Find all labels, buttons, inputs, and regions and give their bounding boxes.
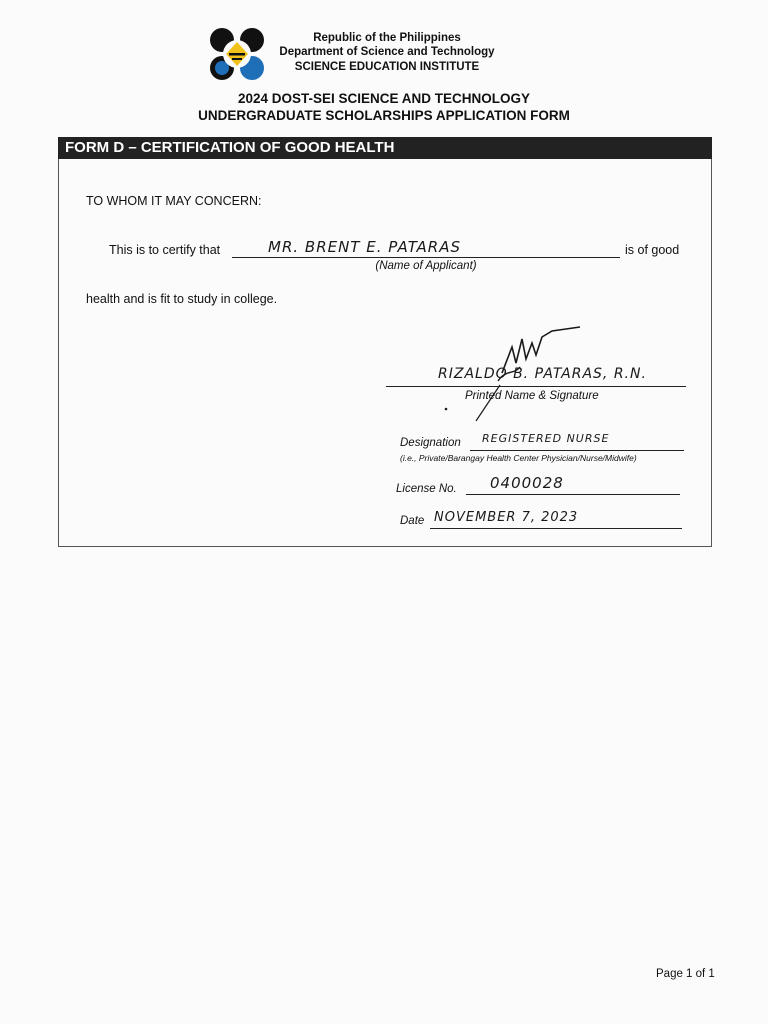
document-title-line2: UNDERGRADUATE SCHOLARSHIPS APPLICATION FORM bbox=[198, 108, 570, 123]
applicant-name-field[interactable]: MR. BRENT E. PATARAS bbox=[268, 238, 461, 256]
salutation: TO WHOM IT MAY CONCERN: bbox=[86, 194, 262, 208]
signatory-name[interactable]: RIZALDO B. PATARAS, R.N. bbox=[438, 366, 647, 382]
designation-label: Designation bbox=[400, 437, 461, 449]
signature-caption: Printed Name & Signature bbox=[465, 390, 599, 402]
designation-line bbox=[470, 450, 684, 451]
license-line bbox=[466, 494, 680, 495]
page-number: Page 1 of 1 bbox=[656, 968, 715, 980]
header-institute: SCIENCE EDUCATION INSTITUTE bbox=[294, 61, 480, 73]
designation-field[interactable]: REGISTERED NURSE bbox=[482, 432, 610, 445]
applicant-name-line bbox=[232, 257, 620, 258]
license-field[interactable]: 0400028 bbox=[490, 474, 564, 492]
date-label: Date bbox=[400, 515, 425, 527]
designation-hint: (i.e., Private/Barangay Health Center Physician/Nurse/Midwife) bbox=[400, 453, 637, 463]
form-title: FORM D – CERTIFICATION OF GOOD HEALTH bbox=[65, 139, 395, 156]
certify-text-start: This is to certify that bbox=[109, 243, 221, 257]
header-department: Department of Science and Technology bbox=[279, 46, 495, 58]
header-republic: Republic of the Philippines bbox=[313, 32, 461, 44]
health-statement: health and is fit to study in college. bbox=[86, 292, 278, 306]
dost-logo-icon bbox=[208, 27, 266, 81]
signature-line bbox=[386, 386, 686, 387]
document-title-line1: 2024 DOST-SEI SCIENCE AND TECHNOLOGY bbox=[237, 91, 531, 106]
certify-text-end: is of good bbox=[625, 243, 680, 257]
license-label: License No. bbox=[396, 483, 457, 495]
date-field[interactable]: NOVEMBER 7, 2023 bbox=[434, 510, 579, 525]
date-line bbox=[430, 528, 682, 529]
applicant-name-caption: (Name of Applicant) bbox=[375, 260, 477, 272]
